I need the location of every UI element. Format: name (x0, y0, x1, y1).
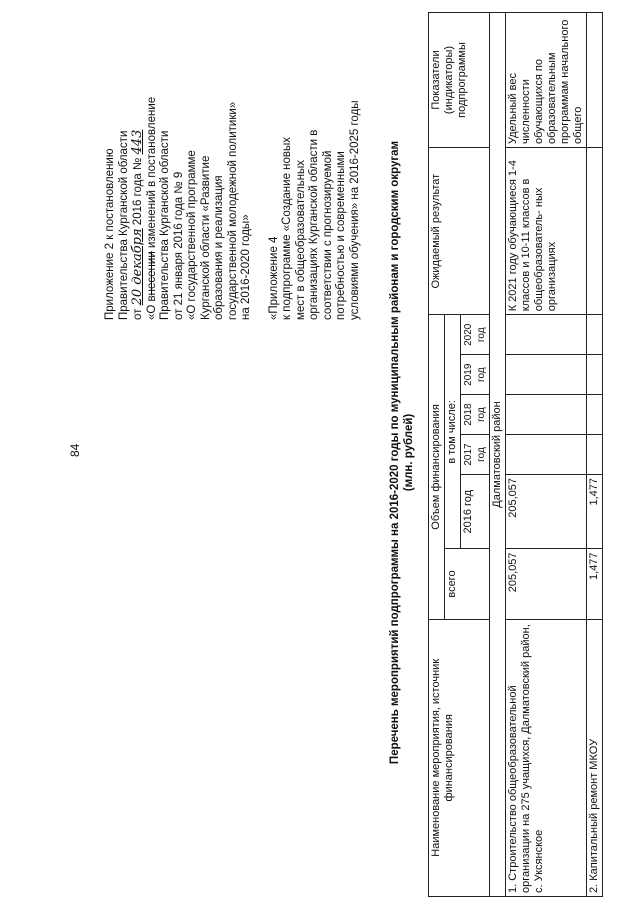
year-2020-value (506, 315, 587, 355)
year-2017-value (506, 435, 587, 475)
header-year: 2020 год (461, 315, 490, 355)
header-year: 2017 год (461, 435, 490, 475)
total-value: 1,477 (587, 549, 603, 619)
title-line: Перечень мероприятий подпрограммы на 2016-2020 годы по муниципальным районам и городским округам (389, 140, 401, 765)
date-year: 2016 года № (132, 157, 144, 226)
appendix-line: Правительства Курганской области (159, 130, 171, 320)
header-total: всего (445, 549, 490, 619)
indicator (587, 13, 603, 148)
appendix-line: Курганской области «Развитие (199, 155, 212, 320)
handwritten-date: 20 декабря (130, 228, 145, 306)
appendix-line (146, 10, 160, 320)
header-result: Ожидаемый результат (429, 148, 490, 315)
table-row (506, 13, 587, 897)
measures-table (428, 12, 603, 897)
total-value: 205,057 (506, 549, 587, 619)
date-prefix: от (132, 308, 144, 320)
sub-appendix-line: «Приложение 4 (267, 236, 280, 320)
district-row (490, 13, 506, 897)
district-name: Далматовский район (490, 13, 506, 897)
sub-appendix-line: соответствии с прогнозируемой (321, 150, 334, 320)
appendix-line: «О государственной программе (186, 150, 198, 320)
year-2017-value (587, 435, 603, 475)
appendix-line: Правительства Курганской области (117, 130, 130, 320)
year-2016-value: 205,057 (506, 474, 587, 548)
table-header-row (429, 13, 445, 897)
sub-appendix-line: потребностью и современными (335, 151, 347, 320)
year-2019-value (587, 355, 603, 395)
appendix-date-line (131, 10, 146, 320)
sub-appendix-line: к подпрограмме «Создание новых (281, 136, 293, 320)
page-number: 84 (68, 443, 82, 457)
expected-result: К 2021 году обучающиеся 1-4 классов и 10-11 классов в общеобразователь- ных организациях (506, 148, 587, 315)
header-year: 2019 год (461, 355, 490, 395)
header-year: 2016 год (461, 474, 490, 548)
title-unit: (млн. рублей) (403, 413, 415, 492)
header-indicators: Показатели (индикаторы) подпрограммы (429, 13, 490, 148)
year-2019-value (506, 355, 587, 395)
handwritten-number: 443 (130, 129, 145, 155)
sub-appendix-line: мест в общеобразовательных (294, 159, 307, 320)
o-prefix: «О в (145, 295, 158, 320)
year-2018-value (506, 395, 587, 435)
expected-result (587, 148, 603, 315)
appendix-header (104, 10, 362, 320)
header-year: 2018 год (461, 395, 490, 435)
indicator: Удельный вес численности обучающихся по образовательным программам начального общего (506, 13, 587, 148)
o-rest: изменений в постановление (145, 96, 158, 249)
appendix-line: государственной молодежной политики» (226, 101, 239, 320)
appendix-line: на 2016-2020 годы» (240, 214, 252, 320)
appendix-line: Приложение 2 к постановлению (104, 148, 116, 320)
year-2020-value (587, 315, 603, 355)
header-name: Наименование мероприятия, источник финансирования (429, 619, 490, 896)
sub-appendix-line: условиями обучения» на 2016-2025 годы (348, 100, 361, 320)
appendix-line: от 21 января 2016 года № 9 (172, 171, 185, 320)
appendix-line: образования и реализация (213, 175, 225, 320)
table-row (587, 13, 603, 897)
header-including: в том числе: (445, 315, 461, 549)
sub-appendix-line: организациях Курганской области в (308, 129, 320, 320)
document-title (388, 0, 416, 905)
year-2018-value (587, 395, 603, 435)
year-2016-value: 1,477 (587, 474, 603, 548)
header-volume: Объем финансирования (429, 315, 445, 619)
measure-name: 1. Строительство общеобразовательной организации на 275 учащихся, Далматовский район, с. Уксянское (506, 619, 587, 896)
measure-name: 2. Капитальный ремонт МКОУ (587, 619, 603, 896)
struck-text: несении (145, 251, 158, 296)
